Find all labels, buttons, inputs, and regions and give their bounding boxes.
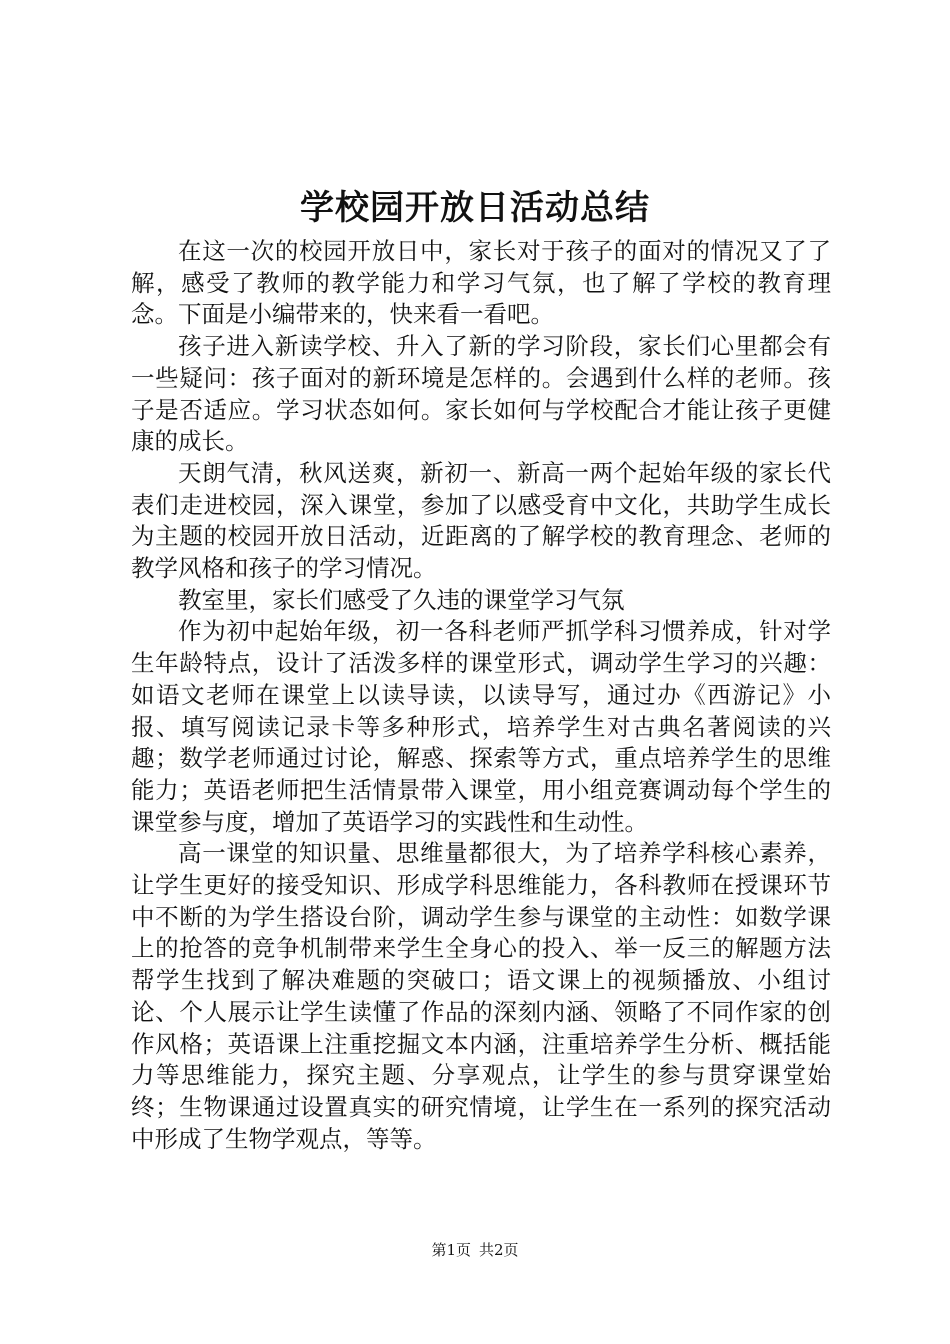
paragraph: 在这一次的校园开放日中，家长对于孩子的面对的情况又了了解，感受了教师的教学能力和学习气氛，也了解了学校的教育理念。下面是小编带来的，快来看一看吧。: [131, 237, 831, 329]
paragraph: 高一课堂的知识量、思维量都很大，为了培养学科核心素养，让学生更好的接受知识、形成学科思维能力，各科教师在授课环节中不断的为学生搭设台阶，调动学生参与课堂的主动性：如数学课上的抢答的竞争机制带来学生全身心的投入、举一反三的解题方法帮学生找到了解决难题的突破口；语文课上的视频播放、小组讨论、个人展示让学生读懂了作品的深刻内涵、领略了不同作家的创作风格；英语课上注重挖掘文本内涵，注重培养学生分析、概括能力等思维能力，探究主题、分享观点，让学生的参与贯穿课堂始终；生物课通过设置真实的研究情境，让学生在一系列的探究活动中形成了生物学观点，等等。: [131, 839, 831, 1153]
page-number-current: 第1页: [431, 1241, 471, 1259]
document-title: 学校园开放日活动总结: [300, 188, 650, 228]
section-heading: 教室里，家长们感受了久违的课堂学习气氛: [178, 585, 625, 614]
paragraph: 孩子进入新读学校、升入了新的学习阶段，家长们心里都会有一些疑问：孩子面对的新环境是怎样的。会遇到什么样的老师。孩子是否适应。学习状态如何。家长如何与学校配合才能让孩子更健康的成长。: [131, 332, 831, 456]
paragraph: 天朗气清，秋风送爽，新初一、新高一两个起始年级的家长代表们走进校园，深入课堂，参加了以感受育中文化，共助学生成长为主题的校园开放日活动，近距离的了解学校的教育理念、老师的教学风格和孩子的学习情况。: [131, 458, 831, 583]
document-body: [131, 236, 831, 1155]
page-number-total: 共2页: [479, 1241, 519, 1259]
page-footer: [0, 1240, 950, 1260]
paragraph: 作为初中起始年级，初一各科老师严抓学科习惯养成，针对学生年龄特点，设计了活泼多样的课堂形式，调动学生学习的兴趣：如语文老师在课堂上以读导读，以读导写，通过办《西游记》小报、填写阅读记录卡等多种形式，培养学生对古典名著阅读的兴趣；数学老师通过讨论，解惑、探索等方式，重点培养学生的思维能力；英语老师把生活情景带入课堂，用小组竞赛调动每个学生的课堂参与度，增加了英语学习的实践性和生动性。: [131, 617, 831, 836]
